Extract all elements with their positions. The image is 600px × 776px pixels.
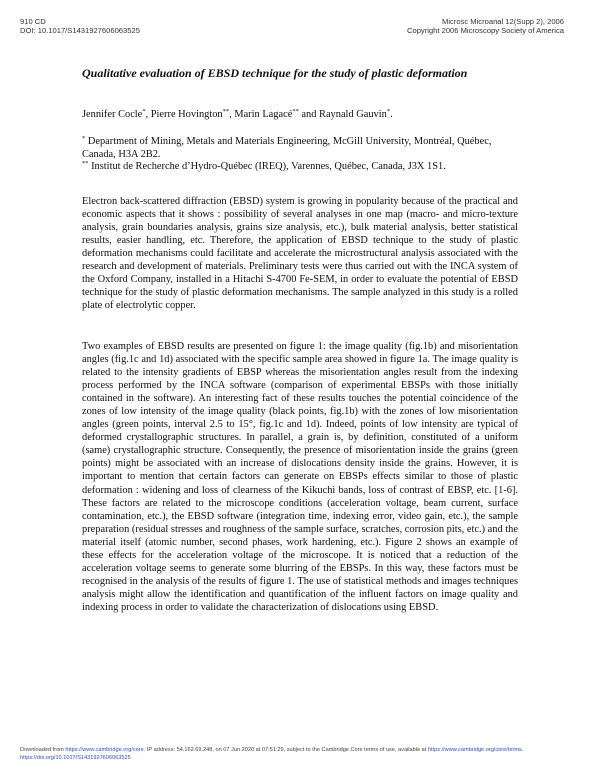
- author-separator: ,: [145, 109, 151, 120]
- author-separator: and: [298, 109, 320, 120]
- session-code: 910 CD: [20, 17, 46, 26]
- doi-text: DOI: 10.1017/S1431927606063525: [20, 26, 140, 36]
- body-paragraph-1: Electron back-scattered diffraction (EBSD) system is growing in popularity because of the practical and economic aspects that it shows : possibility of several analyses in one map (macro- and micro-texture analysis, grain boundaries analysis, grains size analysis, etc.), bulk material analysis, better statistical results, easier handling, etc. Therefore, the application of EBSD technique to the study of plastic deformation mechanisms could facilitate and accelerate the microstructural analysis associated with the research and development of materials. Preliminary tests were thus carried out with the INCA system of the Oxford Company, installed in a Hitachi S-4700 Fe-SEM, in order to evaluate the potential of EBSD technique for the study of plastic deformation mechanisms. The sample analyzed in this study is a rolled plate of electrolytic copper.: [82, 196, 518, 312]
- author-3: Marin Lagacé: [234, 109, 293, 120]
- download-footer: [20, 747, 585, 762]
- affiliations: [82, 136, 522, 174]
- paper-title: Qualitative evaluation of EBSD technique for the study of plastic deformation: [82, 66, 468, 80]
- affiliation-1-text: Department of Mining, Metals and Materials Engineering, McGill University, Montréal, Québec, Canada, H3A 2B2.: [82, 136, 492, 160]
- author-4: Raynald Gauvin: [319, 109, 387, 120]
- author-2-affil-mark: **: [222, 108, 230, 115]
- journal-citation: Microsc Microanal 12(Supp 2), 2006: [442, 17, 564, 26]
- affiliation-2-mark: **: [82, 160, 89, 168]
- affiliation-2-text: Institut de Recherche d’Hydro-Québec (IREQ), Varennes, Québec, Canada, J3X 1S1.: [88, 161, 446, 173]
- doi-link[interactable]: https://doi.org/10.1017/S1431927606063525: [20, 754, 131, 761]
- author-1-affil-mark: *: [142, 108, 146, 115]
- journal-header-right: [407, 17, 564, 36]
- body-paragraph-2: Two examples of EBSD results are presented on figure 1: the image quality (fig.1b) and misorientation angles (fig.1c and 1d) associated with the specific sample area showed in figure 1a. The image quality is related to the intensity gradients of EBSP whereas the misorientation angles result from the indexing process performed by the INCA software (comparison of experimental EBSPs with those initially contained in the software). An interesting fact of these results touches the potential coincidence of the zones of low intensity of the image quality (black points, fig.1b) with the zones of low misorientation angles (green points, interval 2.5 to 15°, fig.1c and 1d). Indeed, points of low intensity are typical of deformed crystallographic structures. In parallel, a grain is, by definition, constituted of a uniform (same) crystallographic structure. Consequently, the presence of misorientation inside the grains (green points) might be associated with an increase of dislocations density inside the grains. However, it is important to mention that certain factors can generate on EBSPs effects similar to those of plastic deformation : widening and loss of clearness of the Kikuchi bands, loss of contrast of EBSP, etc. [1-6]. These factors are related to the microscope conditions (acceleration voltage, beam current, surface contamination, etc.), the EBSD software (integration time, indexing error, video gain, etc.), the sample preparation (residual stresses and roughness of the sample surface, scratches, corrosion pits, etc.) and the material itself (atomic number, second phases, work hardening, etc.). Figure 2 shows an example of these effects for the acceleration voltage of the microscope. It is noticed that a reduction of the acceleration voltage seems to generate some blurring of the EBSPs. In this way, these factors must be recognised in the analysis of the results of figure 1. The use of statistical methods and images techniques analysis might allow the identification and quantification of the influent factors on image quality and indexing process in order to validate the characterization of dislocations using EBSD.: [82, 341, 518, 613]
- author-4-affil-mark: *: [386, 108, 391, 115]
- author-list: [82, 108, 393, 121]
- affiliation-1-mark: *: [82, 135, 86, 142]
- copyright-notice: Copyright 2006 Microscopy Society of America: [406, 26, 564, 36]
- affiliation-2: [82, 161, 522, 174]
- notice-end: .: [521, 747, 524, 753]
- author-list-end: .: [390, 109, 393, 120]
- ip-notice: . IP address: 54.162.69.248, on 07 Jun 2020 at 07:51:29, subject to the Cambridge Core terms of use, available at: [143, 747, 428, 753]
- journal-header-left: [20, 17, 140, 36]
- author-3-affil-mark: **: [292, 108, 299, 115]
- author-separator: ,: [229, 109, 235, 120]
- terms-link[interactable]: https://www.cambridge.org/core/terms: [427, 747, 522, 753]
- affiliation-1: [82, 136, 522, 161]
- author-1: Jennifer Cocle: [82, 109, 143, 120]
- download-prefix: Downloaded from: [20, 747, 66, 753]
- download-notice: [20, 747, 585, 755]
- cambridge-core-link[interactable]: https://www.cambridge.org/core: [65, 747, 144, 753]
- author-2: Pierre Hovington: [150, 109, 223, 120]
